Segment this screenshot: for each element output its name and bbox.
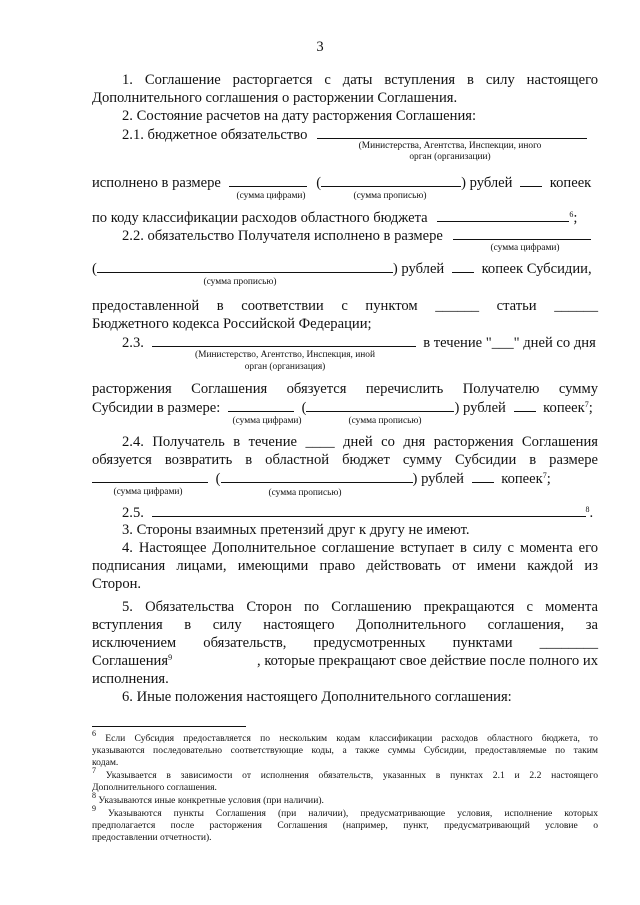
paragraph-1-line-2: Дополнительного соглашения о расторжении Соглашения. bbox=[92, 90, 458, 106]
rubles-label-3: рублей bbox=[463, 400, 506, 416]
paragraph-2-2-line-4: Бюджетного кодекса Российской Федерации; bbox=[92, 316, 372, 332]
return-sum-digits-field[interactable] bbox=[92, 469, 208, 483]
footnote-6-line-3: кодам. bbox=[92, 757, 119, 768]
recipient-sum-digits-field[interactable] bbox=[453, 226, 591, 240]
caption-sum-words-4: (сумма прописью) bbox=[268, 488, 342, 498]
paragraph-5-rest: , которые прекращают свое действие после полного их bbox=[257, 653, 598, 669]
caption-sum-words: (сумма прописью) bbox=[353, 191, 427, 201]
footnote-mark-9: 9 bbox=[168, 653, 173, 662]
paragraph-2-5: 2.5. $^8$. bbox=[122, 505, 594, 521]
footnote-mark-6: 6 bbox=[569, 210, 574, 219]
recipient-sum-words-field[interactable] bbox=[97, 259, 393, 273]
paragraph-2: 2. Состояние расчетов на дату расторжения Соглашения: bbox=[122, 108, 477, 124]
caption-ministry-line-2: орган (организации) bbox=[409, 152, 491, 162]
caption-ministry-line-1: (Министерства, Агентства, Инспекции, иного bbox=[358, 141, 542, 151]
footnote-mark-8: 8 bbox=[585, 505, 590, 514]
kopecks-subsidy-label: копеек Субсидии, bbox=[481, 261, 592, 277]
executed-amount-label: исполнено в размере bbox=[92, 175, 221, 191]
paragraph-2-4-line-2: обязуется возвратить в областной бюджет сумму Субсидии в размере bbox=[92, 452, 598, 468]
footnote-7-line-2: Дополнительного соглашения. bbox=[92, 782, 217, 793]
caption-ministry2-line-2: орган (организация) bbox=[244, 362, 326, 372]
paragraph-2-3-line-3: Субсидии в размере: ( ) рублей копеек$^7$; bbox=[92, 400, 593, 416]
kopecks-field[interactable] bbox=[520, 173, 542, 187]
paragraph-4-line-2: подписания лицами, имеющими право действовать от имени каждой из bbox=[92, 558, 598, 574]
paragraph-6: 6. Иные положения настоящего Дополнительного соглашения: bbox=[122, 689, 512, 705]
agreement-label: Соглашения bbox=[92, 653, 169, 669]
classification-code-label: по коду классификации расходов областного бюджета bbox=[92, 210, 428, 226]
paragraph-5-line-2: вступления в силу настоящего Дополнительного соглашения, за bbox=[92, 617, 598, 633]
caption-ministry2-line-1: (Министерство, Агентство, Инспекция, иной bbox=[195, 350, 375, 360]
return-sum-words-field[interactable] bbox=[221, 469, 413, 483]
footnote-6-line-1 bbox=[92, 729, 598, 745]
paragraph-2-1-line-2: исполнено в размере ( ) рублей копеек bbox=[92, 175, 592, 191]
sum-words-field[interactable] bbox=[321, 173, 461, 187]
footnote-9-line-2: предполагается после расторжения Соглашения (например, пункт, предусматривающий условие о bbox=[92, 820, 598, 831]
paragraph-2-3-line-2: расторжения Соглашения обязуется перечислить Получателю сумму bbox=[92, 381, 598, 397]
paragraph-2-4-line-1: 2.4. Получатель в течение ____ дней со дня расторжения Соглашения bbox=[122, 434, 598, 450]
caption-sum-digits-2: (сумма цифрами) bbox=[490, 243, 560, 253]
footnote-9-line-1 bbox=[92, 804, 598, 820]
kopecks-label-3: копеек bbox=[543, 400, 585, 416]
ministry-field[interactable] bbox=[152, 333, 416, 347]
paragraph-2-1-line-3: по коду классификации расходов областного бюджета $^6$; bbox=[92, 210, 578, 226]
kopecks-field-3[interactable] bbox=[514, 398, 536, 412]
paragraph-2-5-number: 2.5. bbox=[122, 505, 144, 521]
footnote-9-mark: 9 bbox=[92, 804, 96, 813]
kopecks-field-4[interactable] bbox=[472, 469, 494, 483]
paragraph-2-2-text: 2.2. обязательство Получателя исполнено в размере bbox=[122, 228, 443, 244]
caption-sum-digits-3: (сумма цифрами) bbox=[232, 416, 302, 426]
paragraph-1-line-1: 1. Соглашение расторгается с даты вступления в силу настоящего bbox=[122, 72, 598, 88]
paragraph-5-line-5: исполнения. bbox=[92, 671, 169, 687]
transfer-sum-digits-field[interactable] bbox=[228, 398, 294, 412]
footnote-8-text: Указываются иные конкретные условия (при наличии). bbox=[98, 795, 324, 806]
page-number: 3 bbox=[316, 39, 324, 55]
rubles-label-4: рублей bbox=[421, 471, 464, 487]
days-within-label: в течение "___" дней со дня bbox=[423, 335, 596, 351]
paragraph-2-1-text: 2.1. бюджетное обязательство bbox=[122, 127, 308, 143]
transfer-sum-words-field[interactable] bbox=[306, 398, 454, 412]
footnote-mark-7a: 7 bbox=[584, 400, 589, 409]
footnote-8-line-1 bbox=[92, 791, 324, 807]
paragraph-5-line-1: 5. Обязательства Сторон по Соглашению прекращаются с момента bbox=[122, 599, 598, 615]
paragraph-5-line-4 bbox=[92, 652, 598, 670]
footnote-8-mark: 8 bbox=[92, 791, 96, 800]
footnote-6-mark: 6 bbox=[92, 729, 96, 738]
footnote-9-text: Указываются пункты Соглашения (при наличии), предусматривающие условия, исполнение которых bbox=[108, 808, 598, 819]
paragraph-4-line-1: 4. Настоящее Дополнительное соглашение вступает в силу с момента его bbox=[122, 540, 598, 556]
paragraph-3: 3. Стороны взаимных претензий друг к другу не имеют. bbox=[122, 522, 470, 538]
paragraph-2-4-line-3: ( ) рублей копеек$^7$; bbox=[92, 469, 551, 488]
rubles-label: рублей bbox=[469, 175, 513, 191]
classification-code-field[interactable] bbox=[437, 208, 569, 222]
footnote-6-line-2: указываются последовательно соответствующие коды, а также суммы Субсидии, предоставляемые по таким bbox=[92, 745, 598, 756]
kopecks-field-2[interactable] bbox=[452, 259, 474, 273]
caption-sum-words-2: (сумма прописью) bbox=[203, 277, 277, 287]
footnote-7-text: Указывается в зависимости от исполнения обязательств, указанных в пунктах 2.1 и 2.2 настоящего bbox=[105, 770, 599, 781]
rubles-label-2: рублей bbox=[401, 261, 445, 277]
other-conditions-field[interactable] bbox=[152, 503, 586, 517]
paragraph-5-line-3: исключением обязательств, предусмотренных пунктами ________ bbox=[92, 635, 598, 651]
footnote-7-line-1 bbox=[92, 766, 599, 782]
paragraph-2-2-line-3: предоставленной в соответствии с пунктом ______ статьи ______ bbox=[92, 298, 598, 314]
footnote-9-line-3: предоставлении отчетности). bbox=[92, 832, 212, 843]
caption-sum-words-3: (сумма прописью) bbox=[348, 416, 422, 426]
footnote-separator bbox=[92, 726, 246, 727]
caption-sum-digits: (сумма цифрами) bbox=[236, 191, 306, 201]
paragraph-2-3-number: 2.3. bbox=[122, 335, 144, 351]
budget-obligation-field[interactable] bbox=[317, 125, 587, 139]
kopecks-label-4: копеек bbox=[501, 471, 543, 487]
caption-sum-digits-4: (сумма цифрами) bbox=[113, 487, 183, 497]
paragraph-4-line-3: Сторон. bbox=[92, 576, 142, 592]
footnote-6-text: Если Субсидия предоставляется по нескольким кодам классификации расходов областного бюджета, то bbox=[105, 733, 598, 744]
paragraph-2-2-line-2: ( ) рублей копеек Субсидии, bbox=[92, 261, 592, 277]
subsidy-amount-label: Субсидии в размере: bbox=[92, 400, 221, 416]
kopecks-label: копеек bbox=[549, 175, 592, 191]
footnote-7-mark: 7 bbox=[92, 766, 96, 775]
footnote-mark-7b: 7 bbox=[542, 471, 547, 480]
sum-digits-field[interactable] bbox=[229, 173, 307, 187]
